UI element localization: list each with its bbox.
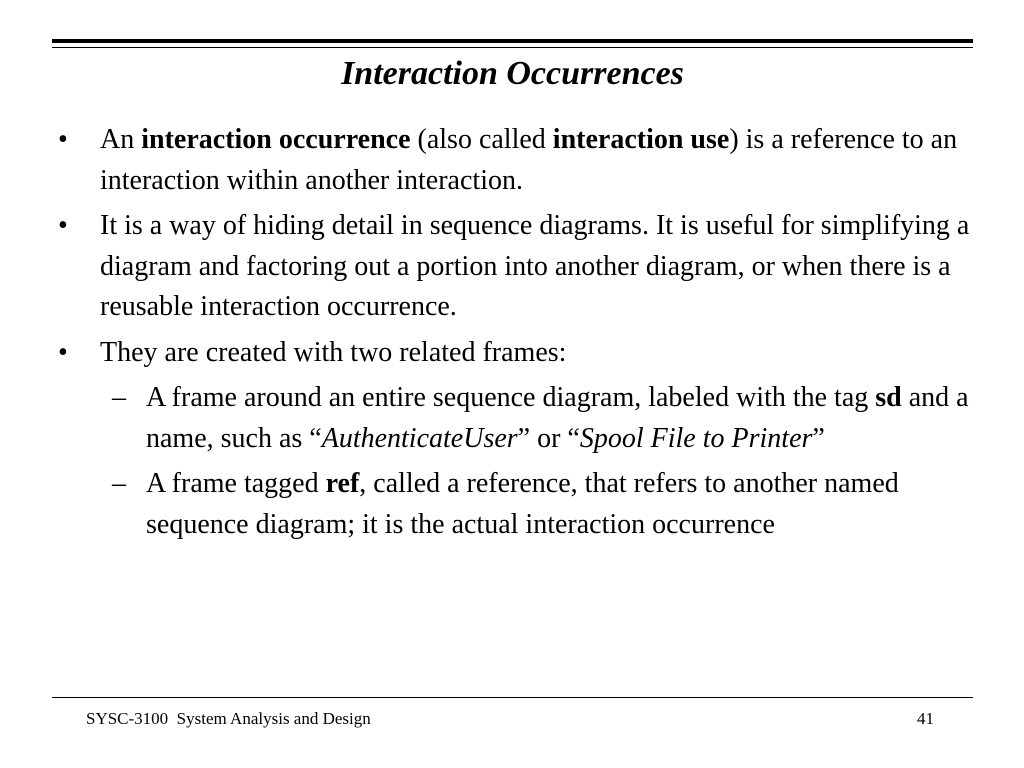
sub-bullet-text: A frame tagged — [146, 468, 326, 499]
sub-bullet-item — [58, 464, 973, 545]
sub-bullet-text: , called a reference, that refers to another named sequence diagram; it is the actual interaction occurrence — [146, 468, 899, 540]
bullet-text: (also called — [410, 124, 553, 155]
bullet-marker: • — [58, 210, 68, 241]
sub-bullet-text: ” — [812, 422, 825, 454]
sub-bullet-marker: – — [112, 468, 126, 499]
slide-body — [58, 120, 973, 550]
bullet-item — [58, 120, 973, 201]
bullet-text: An — [100, 124, 142, 155]
sub-bullet-marker: – — [112, 382, 126, 413]
bullet-text: It is a way of hiding detail in sequence diagrams. It is useful for simplifying a diagram and factoring out a portion into another diagram, or when there is a reusable interaction occurrence. — [100, 210, 970, 322]
bold-term: sd — [875, 382, 902, 413]
bullet-item — [58, 206, 973, 328]
sub-bullet-text: and a name, such as “ — [146, 382, 969, 454]
slide-title: Interaction Occurrences — [341, 55, 684, 92]
bold-term: ref — [325, 468, 360, 499]
header-rule-thin — [52, 47, 973, 48]
sub-bullet-item — [58, 378, 973, 459]
italic-term: AuthenticateUser — [321, 422, 518, 454]
footer-course: SYSC-3100 System Analysis and Design — [86, 709, 371, 728]
bullet-item — [58, 333, 973, 374]
bullet-marker: • — [58, 336, 68, 368]
bold-term: interaction use — [552, 124, 730, 155]
sub-bullet-text: ” or “ — [517, 422, 580, 454]
bullet-marker: • — [58, 124, 68, 155]
bullet-text: They are created with two related frames: — [100, 336, 567, 368]
bold-term: interaction occurrence — [141, 124, 411, 155]
header-rule-thick — [52, 39, 973, 43]
italic-term: Spool File to Printer — [579, 422, 813, 454]
sub-bullet-text: A frame around an entire sequence diagram, labeled with the tag — [146, 382, 876, 413]
footer-rule — [52, 697, 973, 698]
bullet-text: ) is a reference to an interaction within another interaction. — [100, 124, 958, 196]
footer-page-number: 41 — [917, 709, 934, 728]
